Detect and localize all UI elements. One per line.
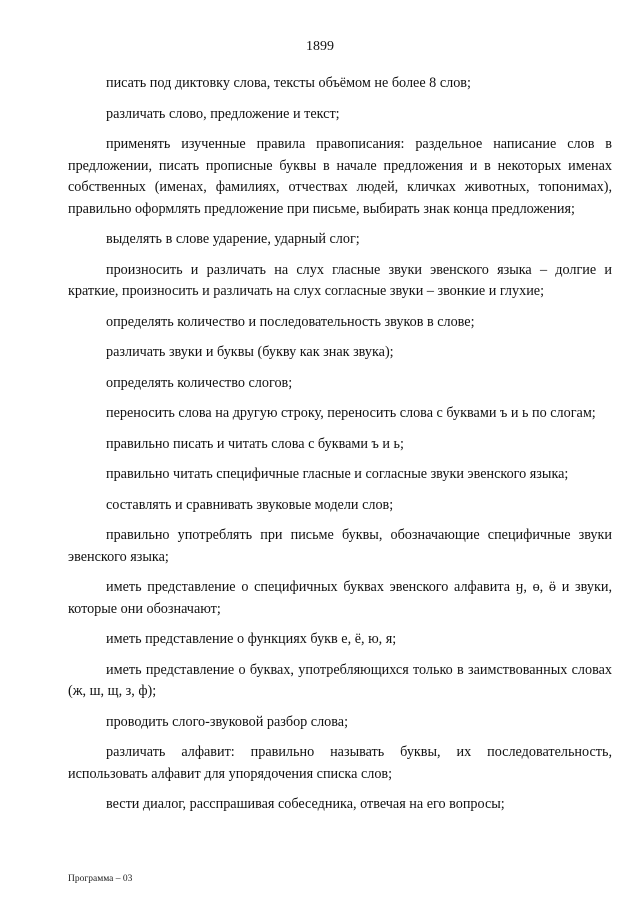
list-item: выделять в слове ударение, ударный слог;	[106, 231, 360, 247]
list-item: переносить слова на другую строку, переносить слова с буквами ъ и ь по слогам;	[106, 405, 596, 421]
document-body	[68, 73, 612, 816]
list-item: различать звуки и буквы (букву как знак звука);	[106, 344, 394, 360]
list-item: иметь представление о функциях букв е, ё, ю, я;	[106, 631, 397, 647]
list-item: определять количество слогов;	[106, 374, 293, 391]
list-item: правильно употреблять при письме буквы, обозначающие специфичные звуки эвенского языка;	[68, 527, 612, 565]
list-item: определять количество и последовательность звуков в слове;	[106, 313, 475, 330]
list-item: применять изученные правила правописания: раздельное написание слов в предложении, писать прописные буквы в начале предложения и в некоторых именах собственных (именах, фамилиях, отчествах людей, кличках животных, топонимах), правильно оформлять предложение при письме, выбирать знак конца предложения;	[68, 136, 612, 217]
list-item: проводить слого-звуковой разбор слова;	[106, 713, 349, 730]
list-item: вести диалог, расспрашивая собеседника, отвечая на его вопросы;	[106, 796, 505, 812]
list-item: произносить и различать на слух гласные звуки эвенского языка – долгие и краткие, произносить и различать на слух согласные звуки – звонкие и глухие;	[68, 261, 612, 299]
list-item: писать под диктовку слова, тексты объёмом не более 8 слов;	[106, 75, 471, 91]
footer-program-label: Программа – 03	[68, 874, 133, 884]
list-item: различать слово, предложение и текст;	[106, 105, 340, 122]
list-item: составлять и сравнивать звуковые модели слов;	[106, 496, 394, 513]
page-number: 1899	[306, 39, 334, 54]
list-item: различать алфавит: правильно называть буквы, их последовательность, использовать алфавит для упорядочения списка слов;	[68, 744, 612, 782]
list-item: иметь представление о буквах, употребляющихся только в заимствованных словах (ж, ш, щ, з, ф);	[68, 661, 612, 699]
list-item: правильно читать специфичные гласные и согласные звуки эвенского языка;	[106, 466, 569, 482]
list-item: иметь представление о специфичных буквах эвенского алфавита ӈ, ө, ӫ и звуки, которые они обозначают;	[68, 579, 612, 617]
list-item: правильно писать и читать слова с буквами ъ и ь;	[106, 435, 404, 452]
